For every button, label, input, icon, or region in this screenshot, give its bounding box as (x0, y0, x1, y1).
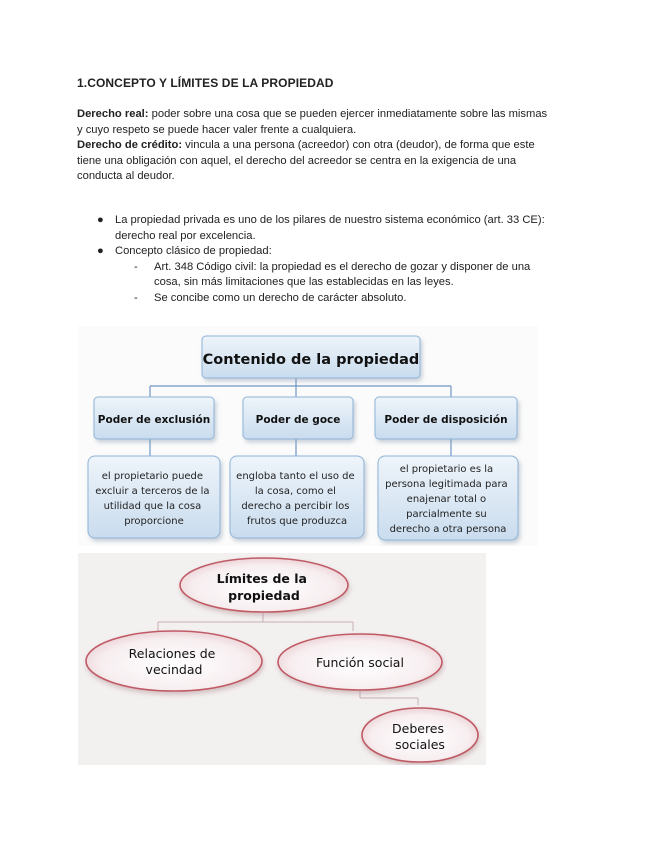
definition-text: tiene una obligación con aquel, el derecho del acreedor se centra en la exigencia de una (77, 154, 517, 167)
deberes-oval (362, 708, 478, 762)
definition-derecho-credito (77, 138, 582, 185)
body-box-exclusion (88, 456, 220, 538)
dash-icon: - (134, 260, 138, 273)
sub-list-item (77, 260, 577, 291)
limites-title-line: Límites de la (216, 571, 307, 586)
dash-icon: - (134, 291, 138, 304)
header-goce: Poder de goce (255, 414, 341, 426)
header-box-goce (243, 397, 353, 439)
body-line: utilidad que la cosa (103, 501, 202, 512)
definition-derecho-real (77, 107, 582, 138)
contenido-title: Contenido de la propiedad (202, 352, 420, 368)
definition-text: poder sobre una cosa que se pueden ejercer inmediatamente sobre las mismas (148, 108, 548, 120)
body-line: parcialmente su (406, 509, 487, 520)
header-box-disposicion (375, 397, 517, 439)
header-exclusion: Poder de exclusión (97, 414, 211, 426)
section-heading: 1.CONCEPTO Y LÍMITES DE LA PROPIEDAD (77, 76, 334, 90)
body-box-goce (230, 456, 364, 538)
list-item-text: Concepto clásico de propiedad: (115, 245, 272, 258)
contenido-diagram-svg (78, 326, 538, 546)
deberes-line: sociales (395, 737, 445, 752)
contenido-title-box (202, 336, 420, 378)
sub-item-text: Art. 348 Código civil: la propiedad es el derecho de gozar y disponer de una (154, 260, 531, 273)
body-line: el propietario es la (399, 464, 494, 475)
list-item (77, 213, 577, 244)
bullet-list (77, 213, 577, 307)
list-item-text: La propiedad privada es uno de los pilares de nuestro sistema económico (art. 33 CE): (115, 214, 545, 226)
body-line: persona legitimada para (385, 479, 508, 490)
body-line: excluir a terceros de la (95, 486, 210, 497)
body-line: enajenar total o (406, 494, 487, 505)
body-line: engloba tanto el uso de (236, 471, 355, 482)
definition-text: conducta al deudor. (77, 170, 175, 183)
definition-text: y cuyo respeto se puede hacer valer frente a cualquiera. (77, 123, 357, 136)
body-line: derecho a percibir los (241, 501, 350, 512)
body-box-disposicion (378, 456, 518, 540)
body-line: proporcione (124, 516, 184, 527)
limites-title-line: propiedad (228, 588, 300, 603)
relaciones-oval (86, 631, 262, 691)
relaciones-line: vecindad (145, 662, 203, 677)
sub-list-item (77, 291, 577, 307)
term-derecho-credito: Derecho de crédito: (77, 139, 183, 151)
header-box-exclusion (94, 397, 214, 439)
body-line: frutos que produzca (246, 516, 348, 527)
limites-diagram (78, 553, 486, 765)
list-item-text: derecho real por excelencia. (115, 229, 256, 242)
body-line: el propietario puede (101, 471, 204, 482)
body-line: derecho a otra persona (389, 524, 507, 535)
bullet-icon: ● (97, 245, 104, 258)
sub-item-text: Se concibe como un derecho de carácter absoluto. (154, 291, 407, 304)
contenido-diagram (78, 326, 538, 546)
term-derecho-real: Derecho real: (77, 108, 149, 120)
limites-diagram-svg (78, 553, 486, 765)
funcion-social-label: Función social (316, 655, 404, 670)
definition-text: vincula a una persona (acreedor) con otra (deudor), de forma que este (182, 139, 535, 151)
header-disposicion: Poder de disposición (384, 414, 508, 426)
funcion-social-oval (278, 634, 442, 690)
svg-text:Deberes sociales (392, 721, 448, 752)
body-line: la cosa, como el (254, 486, 336, 497)
list-item (77, 244, 577, 260)
sub-item-text: cosa, sin más limitaciones que las establecidas en las leyes. (154, 276, 454, 289)
limites-title-oval (180, 558, 348, 612)
bullet-icon: ● (97, 214, 104, 226)
relaciones-line: Relaciones de (128, 646, 216, 661)
deberes-line: Deberes (392, 721, 445, 736)
